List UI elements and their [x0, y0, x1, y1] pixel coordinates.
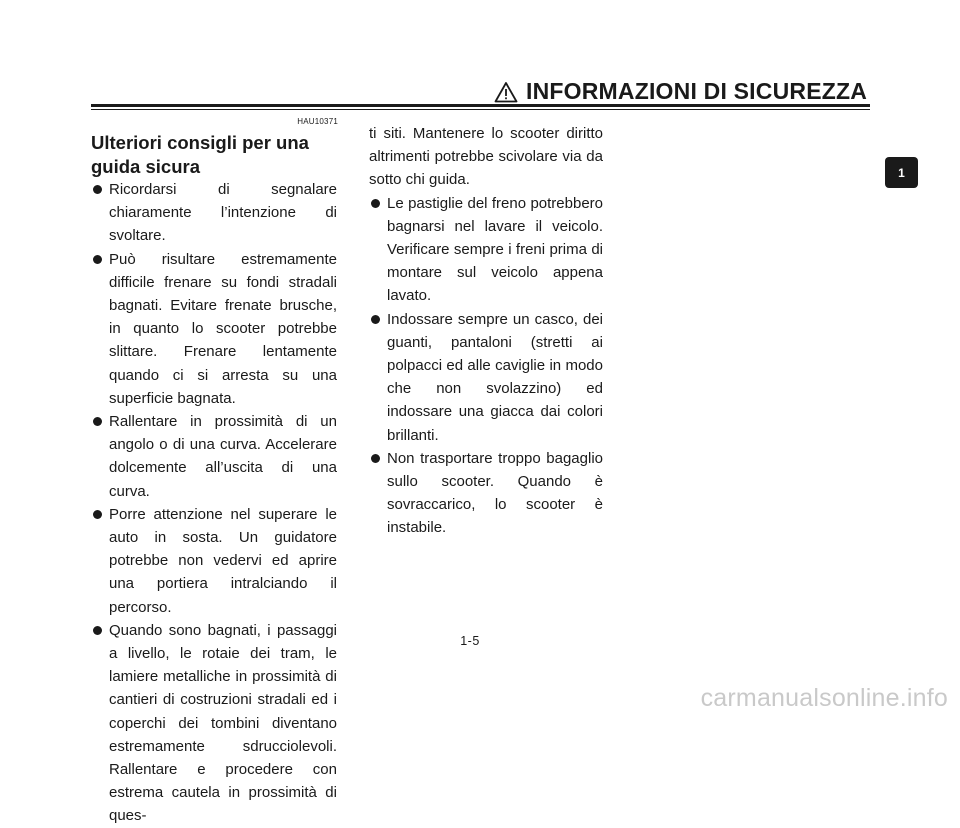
page-number: 1-5: [460, 634, 480, 648]
bullet-dot-icon: [93, 510, 102, 519]
continued-text: ti siti. Mantenere lo scooter diritto altrimenti potrebbe scivolare via da sotto chi guida.: [369, 125, 603, 189]
chapter-tab-label: 1: [898, 165, 905, 180]
bullet-item: [369, 192, 603, 308]
bullet-text: Quando sono bagnati, i passaggi a livello, le rotaie dei tram, le lamiere metalliche in prossimità di cantieri di costruzioni stradali ed i coperchi dei tombini diventano estremamente sdrucciolevoli. Rallentare e procedere con estrema cautela in prossimità di ques-: [109, 621, 337, 825]
bullet-item: [369, 447, 603, 540]
header-rule-thin: [91, 109, 870, 110]
section-title: Ulteriori consigli per una guida sicura: [91, 132, 309, 177]
bullet-text: Ricordarsi di segnalare chiaramente l’intenzione di svoltare.: [109, 181, 337, 245]
left-bullet-list: [91, 178, 337, 828]
bullet-text: Rallentare in prossimità di un angolo o di una curva. Accelerare dolcemente all’uscita di una curva.: [109, 413, 337, 500]
bullet-dot-icon: [93, 255, 102, 264]
right-column: [369, 122, 603, 540]
bullet-dot-icon: [93, 626, 102, 635]
chapter-title: INFORMAZIONI DI SICUREZZA: [526, 78, 868, 104]
bullet-item: [369, 308, 603, 447]
bullet-dot-icon: [93, 185, 102, 194]
bullet-dot-icon: [371, 454, 380, 463]
bullet-item: [91, 503, 337, 619]
watermark: carmanualsonline.info: [700, 684, 948, 712]
bullet-dot-icon: [371, 199, 380, 208]
bullet-item: [91, 410, 337, 503]
bullet-text: Porre attenzione nel superare le auto in sosta. Un guidatore potrebbe non vedervi ed aprire una portiera intralciando il percorso.: [109, 505, 337, 616]
bullet-dot-icon: [93, 417, 102, 426]
chapter-header: [494, 78, 867, 105]
bullet-item: [91, 178, 337, 248]
right-bullet-list: [369, 192, 603, 540]
warning-triangle-icon: [494, 81, 518, 103]
section-code: HAU10371: [297, 117, 338, 126]
bullet-text: Indossare sempre un casco, dei guanti, pantaloni (stretti ai polpacci ed alle caviglie in modo che non svolazzino) ed indossare una giacca dai colori brillanti.: [387, 310, 603, 444]
header-rule-thick: [91, 104, 870, 107]
bullet-item: [91, 248, 337, 410]
bullet-item: [91, 619, 337, 828]
bullet-text: Le pastiglie del freno potrebbero bagnarsi nel lavare il veicolo. Verificare sempre i freni prima di montare sul veicolo appena lavato.: [387, 194, 603, 305]
bullet-text: Può risultare estremamente difficile frenare su fondi stradali bagnati. Evitare frenate brusche, in quanto lo scooter potrebbe slittare. Frenare lentamente quando ci si arresta su una superficie bagnata.: [109, 250, 337, 407]
left-column: [91, 178, 337, 828]
bullet-text: Non trasportare troppo bagaglio sullo scooter. Quando è sovraccarico, lo scooter è instabile.: [387, 449, 603, 537]
bullet-dot-icon: [371, 315, 380, 324]
chapter-tab: [885, 157, 918, 188]
